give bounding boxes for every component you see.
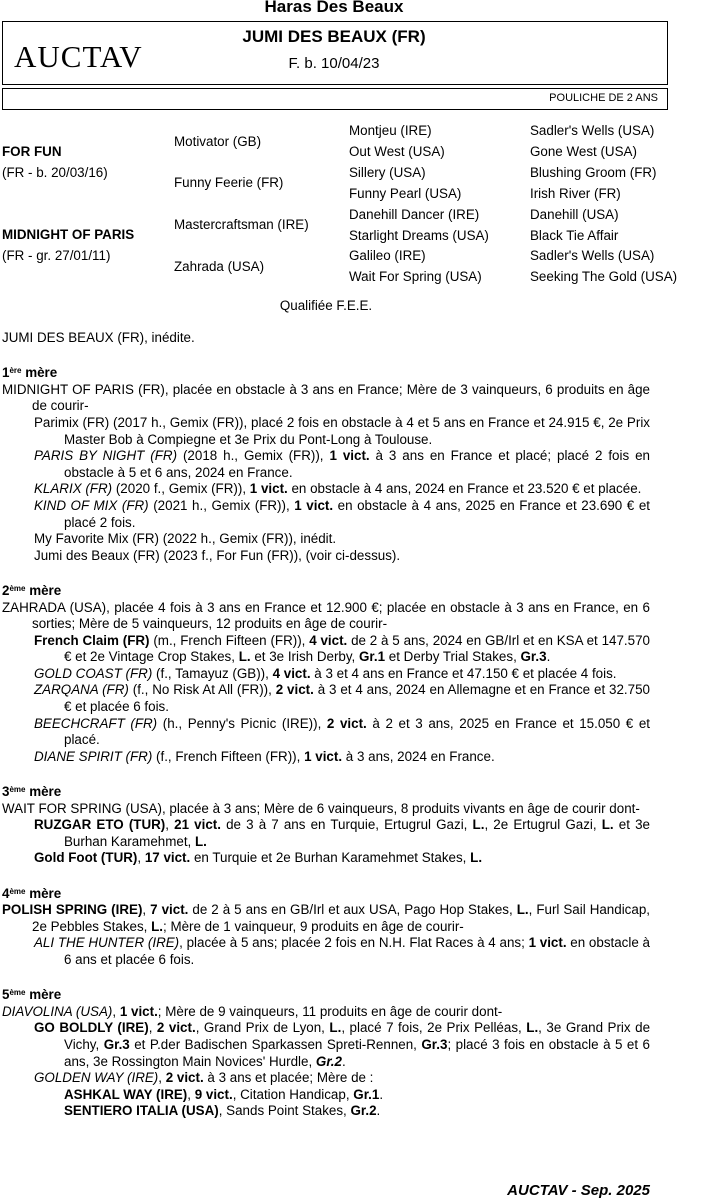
produce-entry <box>2 850 650 867</box>
emphasis-text: DIAVOLINA (USA) <box>2 1003 113 1019</box>
emphasis-text: French Claim (FR) <box>34 632 150 648</box>
text-run: , Sands Point Stakes, <box>218 1103 351 1119</box>
text-run: . <box>376 1103 381 1119</box>
dam-heading <box>2 782 650 801</box>
emphasis-text: 2 vict. <box>275 682 314 698</box>
dam-number-suffix: ème <box>9 785 26 795</box>
emphasis-text: Gr.3 <box>520 649 547 665</box>
dam-name: MIDNIGHT OF PARIS <box>2 227 135 242</box>
text-run: en obstacle à 4 ans, 2024 en France et 23.520 € et placée. <box>287 481 642 497</box>
produce-entry <box>2 531 650 548</box>
emphasis-text: 2 vict. <box>165 1070 204 1086</box>
pedigree-gen3: Funny Pearl (USA) <box>349 186 462 201</box>
emphasis-text: Gr.3 <box>103 1036 130 1052</box>
pedigree-gen4: Black Tie Affair <box>530 228 619 243</box>
emphasis-text: GOLD COAST (FR) <box>34 665 153 681</box>
produce-entry <box>2 498 650 531</box>
emphasis-text: POLISH SPRING (IRE) <box>2 902 143 918</box>
produce-entry <box>2 935 650 968</box>
text-run: ; Mère de 1 vainqueur, 9 produits en âge de courir- <box>163 918 464 934</box>
emphasis-text: Gr.2 <box>350 1103 377 1119</box>
text-run: My Favorite Mix (FR) (2022 h., Gemix (FR)), inédit. <box>34 531 337 547</box>
dam-heading <box>2 884 650 903</box>
sub-produce-entry <box>2 1087 650 1104</box>
text-run: (m., French Fifteen (FR)), <box>149 632 310 648</box>
pedigree-gen3: Starlight Dreams (USA) <box>349 228 489 243</box>
intro-line: JUMI DES BEAUX (FR), inédite. <box>2 330 195 345</box>
text-run: (h., Penny's Picnic (IRE)), <box>157 715 327 731</box>
pedigree-gen3: Out West (USA) <box>349 144 445 159</box>
sub-produce-entry <box>2 1103 650 1120</box>
pedigree-gen4: Sadler's Wells (USA) <box>530 123 655 138</box>
text-run: en obstacle à 6 ans et placée 6 fois. <box>64 935 650 967</box>
emphasis-text: Gr.1 <box>359 649 386 665</box>
dam-heading <box>2 985 650 1004</box>
pedigree-gen3: Wait For Spring (USA) <box>349 269 482 284</box>
emphasis-text: L. <box>601 817 614 833</box>
dam-heading-label: mère <box>25 885 62 901</box>
emphasis-text: ZARQANA (FR) <box>34 682 129 698</box>
produce-entry <box>2 415 650 448</box>
emphasis-text: 1 vict. <box>249 481 288 497</box>
emphasis-text: KIND OF MIX (FR) <box>34 497 149 513</box>
pedigree-gen2: Zahrada (USA) <box>174 259 265 274</box>
produce-entry <box>2 666 650 683</box>
emphasis-text: L. <box>151 918 164 934</box>
dam-number: 3 <box>2 784 10 800</box>
text-run: , <box>142 902 151 918</box>
dam-heading <box>2 363 650 382</box>
text-run: , <box>158 1070 166 1086</box>
text-run: de 3 à 7 ans en Turquie, Ertugrul Gazi, <box>220 817 473 833</box>
emphasis-text: 7 vict. <box>150 902 189 918</box>
text-run: et 3e Burhan Karamehmet, <box>64 817 650 849</box>
dam-number-suffix: ème <box>9 988 26 998</box>
text-run: , <box>187 1086 195 1102</box>
text-run: à 3 ans, 2024 en France. <box>342 748 495 764</box>
pedigree-gen4: Sadler's Wells (USA) <box>530 248 655 263</box>
auctav-logo: AUCTAV <box>14 39 143 74</box>
emphasis-text: 1 vict. <box>294 497 334 513</box>
dam-heading-label: mère <box>25 582 62 598</box>
text-run: de 2 à 5 ans, 2024 en GB/Irl et en KSA et 147.570 € et 2e Vintage Crop Stakes, <box>64 632 650 665</box>
emphasis-text: Gr.1 <box>353 1086 380 1102</box>
dam-number-suffix: ème <box>9 886 26 896</box>
qualification: Qualifiée F.E.E. <box>279 298 373 313</box>
emphasis-text: L. <box>238 649 251 665</box>
emphasis-text: L. <box>470 850 483 866</box>
pedigree-gen4: Danehill (USA) <box>530 207 619 222</box>
text-run: . <box>546 649 551 665</box>
text-run: de 2 à 5 ans en GB/Irl et aux USA, Pago Hop Stakes, <box>188 902 517 918</box>
text-run: (f., No Risk At All (FR)), <box>128 682 276 698</box>
dam-number: 2 <box>2 582 10 598</box>
sex-label: POULICHE DE 2 ANS <box>549 92 658 104</box>
produce-entry <box>2 633 650 666</box>
pedigree-gen3: Galileo (IRE) <box>349 248 426 263</box>
pedigree-gen4: Irish River (FR) <box>530 186 621 201</box>
dam-heading-label: mère <box>25 784 62 800</box>
pedigree-gen3: Montjeu (IRE) <box>349 123 432 138</box>
text-run: à 3 ans et placée; Mère de : <box>203 1070 374 1086</box>
emphasis-text: 4 vict. <box>309 632 348 648</box>
text-run: ; Mère de 9 vainqueurs, 11 produits en âge de courir dont- <box>157 1003 503 1019</box>
text-run: en obstacle à 4 ans, 2025 en France et 23.690 € et placé 2 fois. <box>64 497 650 530</box>
emphasis-text: 1 vict. <box>304 748 343 764</box>
dam-description: ZAHRADA (USA), placée 4 fois à 3 ans en France et 12.900 €; placée en obstacle à 3 ans en France, en 6 sorties; Mère de 5 vainqueurs, 12 produits en âge de courir- <box>2 599 650 632</box>
pedigree-gen2: Mastercraftsman (IRE) <box>174 217 309 232</box>
produce-entry <box>2 448 650 481</box>
text-run: , <box>165 817 175 833</box>
emphasis-text: L. <box>195 833 207 849</box>
emphasis-text: ASHKAL WAY (IRE) <box>64 1086 188 1102</box>
emphasis-text: 2 vict. <box>156 1020 196 1036</box>
dam-heading-label: mère <box>25 987 62 1003</box>
dam-description <box>2 902 650 935</box>
pedigree-gen4: Gone West (USA) <box>530 144 637 159</box>
horse-info: F. b. 10/04/23 <box>288 55 380 72</box>
sire-name: FOR FUN <box>2 144 62 159</box>
dam-heading-label: mère <box>21 365 58 381</box>
text-run: . <box>341 1053 346 1069</box>
dam-number: 5 <box>2 987 10 1003</box>
text-run: ; placé 3 fois en obstacle à 5 et 6 ans, 3e Rossington Main Novices' Hurdle, <box>64 1036 650 1069</box>
dam-number-suffix: ère <box>9 366 22 376</box>
produce-entry <box>2 749 650 766</box>
emphasis-text: Gr.3 <box>421 1036 448 1052</box>
spacer <box>2 765 650 782</box>
dam-number: 1 <box>2 365 10 381</box>
emphasis-text: Gr.2 <box>315 1053 342 1069</box>
dam-description <box>2 1004 650 1021</box>
text-run: , 3e Grand Prix de Vichy, <box>64 1020 651 1052</box>
pedigree-gen3: Danehill Dancer (IRE) <box>349 207 480 222</box>
produce-entry <box>2 716 650 749</box>
pedigree-gen4: Blushing Groom (FR) <box>530 165 657 180</box>
emphasis-text: L. <box>526 1020 539 1036</box>
emphasis-text: 9 vict. <box>194 1086 233 1102</box>
text-run: , placée à 5 ans; placée 2 fois en N.H. Flat Races à 4 ans; <box>179 935 529 951</box>
text-run: et P.der Badischen Sparkassen Spreti-Rennen, <box>129 1036 422 1052</box>
emphasis-text: DIANE SPIRIT (FR) <box>34 748 153 764</box>
spacer <box>2 969 650 986</box>
emphasis-text: 21 vict. <box>174 817 221 833</box>
emphasis-text: BEECHCRAFT (FR) <box>34 715 158 731</box>
text-run: , Grand Prix de Lyon, <box>195 1020 330 1036</box>
text-run: à 3 ans en France et placé; placé 2 fois en obstacle à 5 et 6 ans, 2024 en France. <box>64 448 650 480</box>
text-run: Jumi des Beaux (FR) (2023 f., For Fun (FR)), (voir ci-dessus). <box>34 547 401 563</box>
dam-description: MIDNIGHT OF PARIS (FR), placée en obstacle à 3 ans en France; Mère de 3 vainqueurs, 6 produits en âge de courir- <box>2 381 650 414</box>
text-run: en Turquie et 2e Burhan Karamehmet Stakes, <box>190 850 471 866</box>
emphasis-text: KLARIX (FR) <box>34 481 113 497</box>
pedigree-gen2: Motivator (GB) <box>174 134 262 149</box>
text-run: , placé 7 fois, 2e Prix Pelléas, <box>341 1020 527 1036</box>
produce-entry <box>2 817 650 850</box>
text-run: , <box>148 1020 157 1036</box>
pedigree-gen3: Sillery (USA) <box>349 165 426 180</box>
emphasis-text: Gold Foot (TUR) <box>34 850 138 866</box>
dam-description: WAIT FOR SPRING (USA), placée à 3 ans; Mère de 6 vainqueurs, 8 produits vivants en âge de courir dont- <box>2 800 640 816</box>
emphasis-text: 4 vict. <box>272 665 311 681</box>
text-run: , 2e Ertugrul Gazi, <box>484 817 602 833</box>
text-run: Parimix (FR) (2017 h., Gemix (FR)), placé 2 fois en obstacle à 4 et 5 ans en France et 24.915 €, 2e Prix Master Bob à Compiegne et 3e Prix du Pont-Long à Toulouse. <box>34 414 650 447</box>
emphasis-text: 1 vict. <box>528 935 567 951</box>
produce-entry <box>2 481 650 498</box>
text-run: , <box>137 850 145 866</box>
horse-name: JUMI DES BEAUX (FR) <box>242 27 426 46</box>
emphasis-text: L. <box>516 902 529 918</box>
text-run: et Derby Trial Stakes, <box>385 649 521 665</box>
emphasis-text: GO BOLDLY (IRE) <box>34 1020 149 1036</box>
emphasis-text: RUZGAR ETO (TUR) <box>34 817 166 833</box>
emphasis-text: 1 vict. <box>329 448 370 464</box>
produce-entry <box>2 682 650 715</box>
emphasis-text: 17 vict. <box>144 850 191 866</box>
sire-info: (FR - b. 20/03/16) <box>2 165 108 180</box>
produce-entry <box>2 1070 650 1087</box>
emphasis-text: 1 vict. <box>119 1003 158 1019</box>
spacer <box>2 564 650 581</box>
female-family <box>2 330 650 1120</box>
text-run: à 3 et 4 ans en France et 47.150 € et placée 4 fois. <box>310 665 617 681</box>
text-run: (2021 h., Gemix (FR)), <box>148 497 295 513</box>
text-run: à 2 et 3 ans, 2025 en France et 15.050 € et placé. <box>64 715 651 748</box>
emphasis-text: SENTIERO ITALIA (USA) <box>64 1103 219 1119</box>
emphasis-text: 2 vict. <box>326 715 367 731</box>
footer: AUCTAV - Sep. 2025 <box>507 1182 650 1199</box>
text-run: (2020 f., Gemix (FR)), <box>112 481 250 497</box>
text-run: (f., Tamayuz (GB)), <box>152 665 273 681</box>
farm-name: Haras Des Beaux <box>264 0 404 16</box>
dam-info: (FR - gr. 27/01/11) <box>2 248 111 263</box>
text-run: (f., French Fifteen (FR)), <box>152 748 305 764</box>
emphasis-text: ALI THE HUNTER (IRE) <box>34 935 180 951</box>
text-run: et 3e Irish Derby, <box>250 649 359 665</box>
text-run: . <box>379 1086 384 1102</box>
produce-entry <box>2 1020 650 1070</box>
emphasis-text: L. <box>472 817 485 833</box>
pedigree-gen4: Seeking The Gold (USA) <box>530 269 678 284</box>
text-run: , <box>112 1003 120 1019</box>
pedigree-gen2: Funny Feerie (FR) <box>174 175 284 190</box>
dam-heading <box>2 581 650 600</box>
emphasis-text: GOLDEN WAY (IRE) <box>34 1070 159 1086</box>
emphasis-text: L. <box>329 1020 342 1036</box>
produce-entry <box>2 548 650 565</box>
emphasis-text: PARIS BY NIGHT (FR) <box>34 448 178 464</box>
dam-number: 4 <box>2 885 10 901</box>
text-run: , Citation Handicap, <box>232 1086 354 1102</box>
text-run: à 3 et 4 ans, 2024 en Allemagne et en France et 32.750 € et placée 6 fois. <box>64 682 650 715</box>
dam-number-suffix: ème <box>9 583 26 593</box>
text-run: , Furl Sail Handicap, 2e Pebbles Stakes, <box>32 902 650 934</box>
text-run: (2018 h., Gemix (FR)), <box>177 448 330 464</box>
spacer <box>2 867 650 884</box>
spacer <box>2 347 650 364</box>
